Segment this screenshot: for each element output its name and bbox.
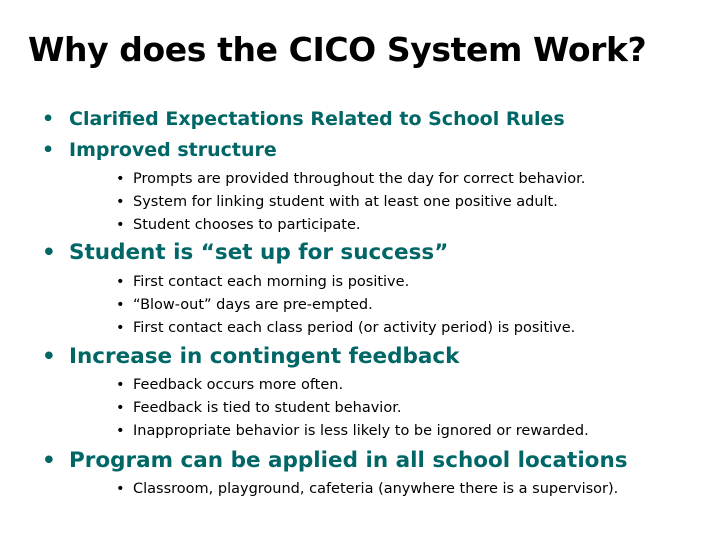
sub-bullet-2-1 xyxy=(116,171,585,187)
bullet-point-1-text: Clarified Expectations Related to School Rules xyxy=(69,108,565,130)
sub-bullet-3-3 xyxy=(116,320,575,336)
sub-bullet-4-3 xyxy=(116,423,589,439)
bullet-point-4 xyxy=(42,344,459,369)
bullet-point-3 xyxy=(42,240,448,265)
sub-bullet-marker: • xyxy=(116,194,125,210)
bullet-point-5 xyxy=(42,448,628,473)
sub-bullet-marker: • xyxy=(116,297,125,313)
bullet-point-3-text: Student is “set up for success” xyxy=(69,240,449,265)
sub-bullet-4-2 xyxy=(116,400,401,416)
sub-bullet-4-1 xyxy=(116,377,343,393)
bullet-point-2 xyxy=(42,139,277,161)
sub-bullet-2-3 xyxy=(116,217,360,233)
sub-bullet-marker: • xyxy=(116,423,125,439)
bullet-marker: • xyxy=(42,139,55,161)
bullet-point-5-text: Program can be applied in all school locations xyxy=(69,448,628,473)
sub-bullet-marker: • xyxy=(116,217,125,233)
sub-bullet-3-2-text: “Blow-out” days are pre-empted. xyxy=(133,297,373,313)
bullet-marker: • xyxy=(42,108,55,130)
bullet-point-4-text: Increase in contingent feedback xyxy=(69,344,460,369)
bullet-marker: • xyxy=(42,448,56,473)
sub-bullet-3-1-text: First contact each morning is positive. xyxy=(133,274,410,290)
sub-bullet-2-2 xyxy=(116,194,558,210)
sub-bullet-4-1-text: Feedback occurs more often. xyxy=(133,377,344,393)
sub-bullet-marker: • xyxy=(116,481,125,497)
sub-bullet-5-1-text: Classroom, playground, cafeteria (anywhere there is a supervisor). xyxy=(133,481,619,497)
sub-bullet-marker: • xyxy=(116,400,125,416)
sub-bullet-2-1-text: Prompts are provided throughout the day for correct behavior. xyxy=(133,171,586,187)
sub-bullet-3-2 xyxy=(116,297,373,313)
sub-bullet-marker: • xyxy=(116,274,125,290)
sub-bullet-4-2-text: Feedback is tied to student behavior. xyxy=(133,400,402,416)
sub-bullet-4-3-text: Inappropriate behavior is less likely to be ignored or rewarded. xyxy=(133,423,589,439)
sub-bullet-marker: • xyxy=(116,320,125,336)
sub-bullet-marker: • xyxy=(116,377,125,393)
bullet-point-1 xyxy=(42,108,565,130)
sub-bullet-marker: • xyxy=(116,171,125,187)
sub-bullet-5-1 xyxy=(116,481,618,497)
bullet-marker: • xyxy=(42,344,56,369)
slide-title: Why does the CICO System Work? xyxy=(28,30,647,69)
sub-bullet-2-3-text: Student chooses to participate. xyxy=(133,217,361,233)
sub-bullet-3-3-text: First contact each class period (or activity period) is positive. xyxy=(133,320,576,336)
sub-bullet-2-2-text: System for linking student with at least one positive adult. xyxy=(133,194,558,210)
bullet-marker: • xyxy=(42,240,56,265)
bullet-point-2-text: Improved structure xyxy=(69,139,277,161)
sub-bullet-3-1 xyxy=(116,274,409,290)
